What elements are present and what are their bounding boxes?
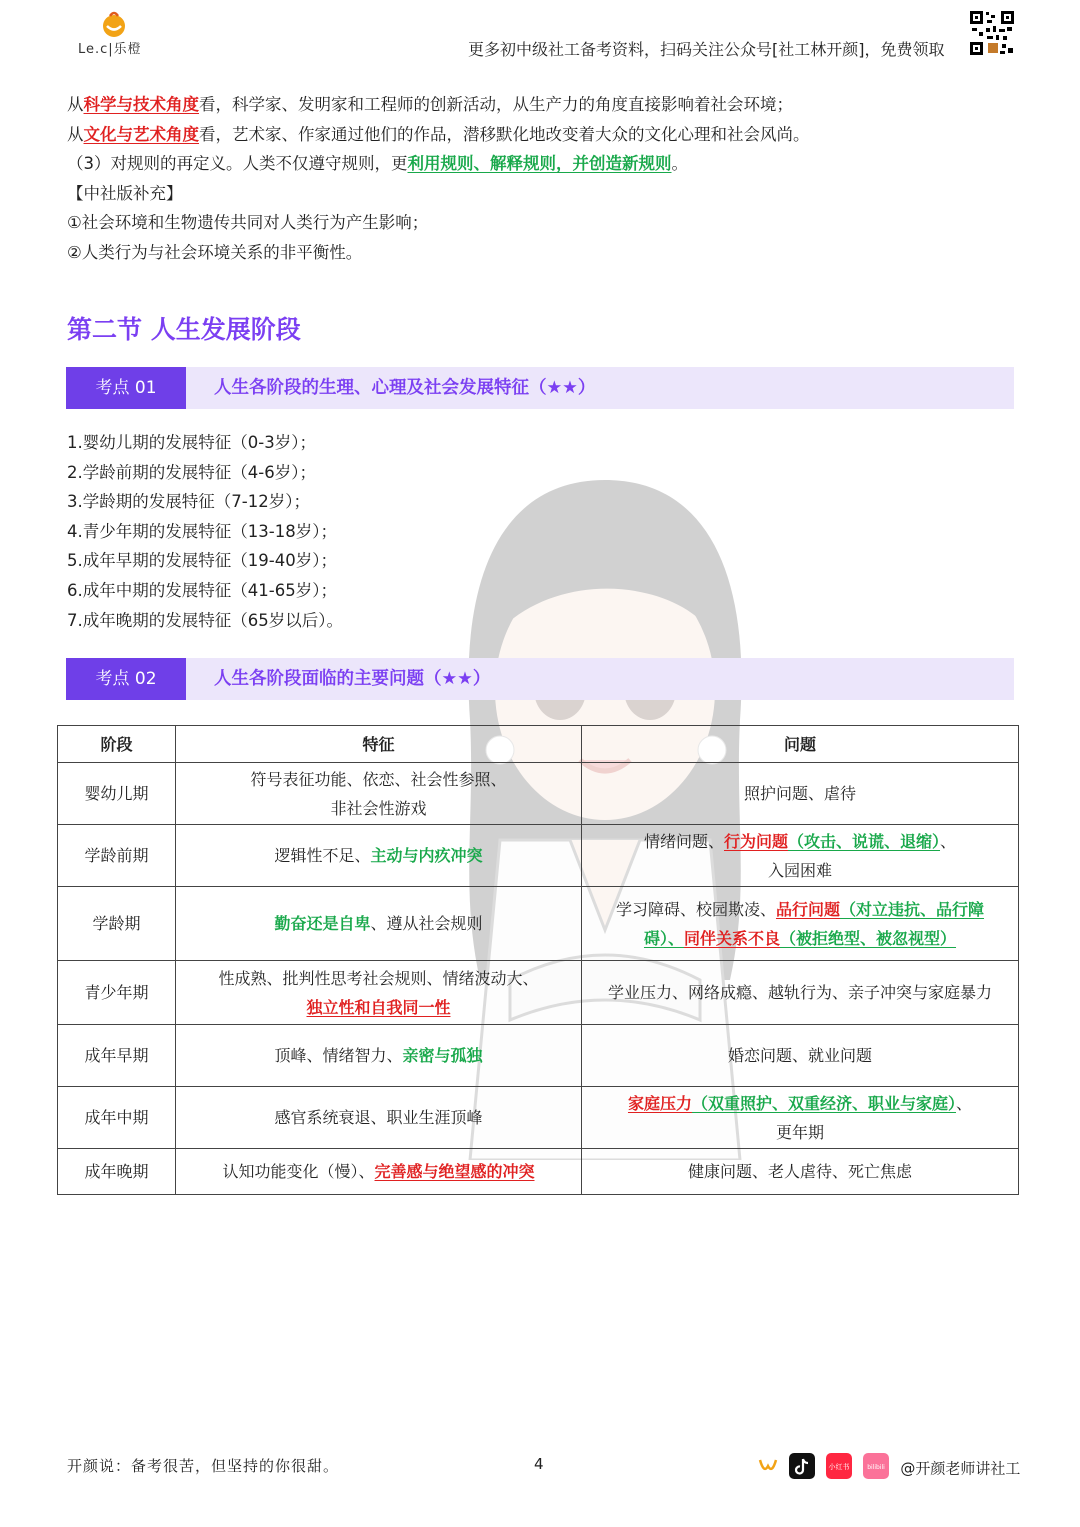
stage-cell: 成年晚期 xyxy=(58,1149,176,1195)
intro-line-culture: 从文化与艺术角度看，艺术家、作家通过他们的作品，潜移默化地改变着大众的文化心理和社会风尚。 xyxy=(67,125,810,144)
list-item: 4.青少年期的发展特征（13-18岁）； xyxy=(67,521,337,541)
social-links xyxy=(758,1453,1020,1479)
problems-cell: 家庭压力（双重照护、双重经济、职业与家庭）、 更年期 xyxy=(582,1087,1019,1149)
stages-list xyxy=(67,428,343,635)
problems-cell: 学业压力、网络成瘾、越轨行为、亲子冲突与家庭暴力 xyxy=(582,961,1019,1025)
header-note: 更多初中级社工备考资料，扫码关注公众号[社工林开颜]，免费领取 xyxy=(468,40,945,59)
wechat-channels-icon[interactable] xyxy=(758,1456,778,1480)
column-header-stage: 阶段 xyxy=(58,726,176,763)
section-title: 第二节 人生发展阶段 xyxy=(67,315,301,344)
bilibili-icon[interactable] xyxy=(863,1453,889,1483)
table-header-row xyxy=(58,726,1019,763)
features-cell: 顶峰、情绪智力、亲密与孤独 xyxy=(176,1025,582,1087)
kaodian-02-title: 人生各阶段面临的主要问题（★★） xyxy=(214,669,491,689)
features-cell: 性成熟、批判性思考社会规则、情绪波动大、 独立性和自我同一性 xyxy=(176,961,582,1025)
problems-cell: 健康问题、老人虐待、死亡焦虑 xyxy=(582,1149,1019,1195)
problems-cell: 情绪问题、行为问题（攻击、说谎、退缩）、 入园困难 xyxy=(582,825,1019,887)
kaodian-02-bar xyxy=(66,658,1014,700)
list-item: 6.成年中期的发展特征（41-65岁）； xyxy=(67,580,337,600)
list-item: 3.学龄期的发展特征（7-12岁）； xyxy=(67,492,310,512)
social-handle: @开颜老师讲社工 xyxy=(900,1459,1021,1478)
table-row xyxy=(58,961,1019,1025)
stage-cell: 成年中期 xyxy=(58,1087,176,1149)
stages-problems-table xyxy=(57,725,1019,1195)
list-item: 1.婴幼儿期的发展特征（0-3岁）； xyxy=(67,433,316,452)
kaodian-02-badge: 考点 02 xyxy=(66,658,186,700)
intro-line-science: 从科学与技术角度看，科学家、发明家和工程师的创新活动，从生产力的角度直接影响着社会环境； xyxy=(67,95,793,114)
features-cell: 逻辑性不足、主动与内疚冲突 xyxy=(176,825,582,887)
column-header-features: 特征 xyxy=(176,726,582,763)
svg-text:小红书: 小红书 xyxy=(828,1463,850,1471)
table-row xyxy=(58,763,1019,825)
stage-cell: 青少年期 xyxy=(58,961,176,1025)
features-cell: 勤奋还是自卑、遵从社会规则 xyxy=(176,887,582,961)
features-cell: 认知功能变化（慢）、完善感与绝望感的冲突 xyxy=(176,1149,582,1195)
table-row xyxy=(58,825,1019,887)
supplement-item-2: ②人类行为与社会环境关系的非平衡性。 xyxy=(67,243,363,262)
supplement-heading: 【中社版补充】 xyxy=(67,184,183,203)
problems-cell: 婚恋问题、就业问题 xyxy=(582,1025,1019,1087)
intro-line-rules: （3）对规则的再定义。人类不仅遵守规则，更利用规则、解释规则，并创造新规则。 xyxy=(67,154,688,173)
qr-code-icon[interactable] xyxy=(969,10,1015,56)
supplement-item-1: ①社会环境和生物遗传共同对人类行为产生影响； xyxy=(67,213,429,232)
list-item: 2.学龄前期的发展特征（4-6岁）； xyxy=(67,462,316,482)
column-header-problems: 问题 xyxy=(582,726,1019,763)
table-row xyxy=(58,887,1019,961)
problems-cell: 学习障碍、校园欺凌、品行问题（对立违抗、品行障 碍）、同伴关系不良（被拒绝型、被忽视型） xyxy=(582,887,1019,961)
page-number: 4 xyxy=(534,1455,544,1473)
brand-logo-text: Le.c|乐橙 xyxy=(78,42,142,57)
kaodian-01-bar xyxy=(66,367,1014,409)
stage-cell: 学龄前期 xyxy=(58,825,176,887)
stage-cell: 学龄期 xyxy=(58,887,176,961)
kaodian-01-title: 人生各阶段的生理、心理及社会发展特征（★★） xyxy=(214,378,596,398)
xiaohongshu-icon[interactable] xyxy=(826,1453,852,1483)
stage-cell: 成年早期 xyxy=(58,1025,176,1087)
problems-cell: 照护问题、虐待 xyxy=(582,763,1019,825)
douyin-icon[interactable] xyxy=(789,1453,815,1483)
stage-cell: 婴幼儿期 xyxy=(58,763,176,825)
features-cell: 感官系统衰退、职业生涯顶峰 xyxy=(176,1087,582,1149)
features-cell: 符号表征功能、依恋、社会性参照、 非社会性游戏 xyxy=(176,763,582,825)
list-item: 7.成年晚期的发展特征（65岁以后）。 xyxy=(67,610,343,630)
table-row xyxy=(58,1149,1019,1195)
footer-slogan: 开颜说：备考很苦，但坚持的你很甜。 xyxy=(67,1457,340,1475)
kaodian-01-badge: 考点 01 xyxy=(66,367,186,409)
svg-text:bilibili: bilibili xyxy=(867,1464,886,1471)
list-item: 5.成年早期的发展特征（19-40岁）； xyxy=(67,551,337,571)
table-row xyxy=(58,1087,1019,1149)
table-row xyxy=(58,1025,1019,1087)
